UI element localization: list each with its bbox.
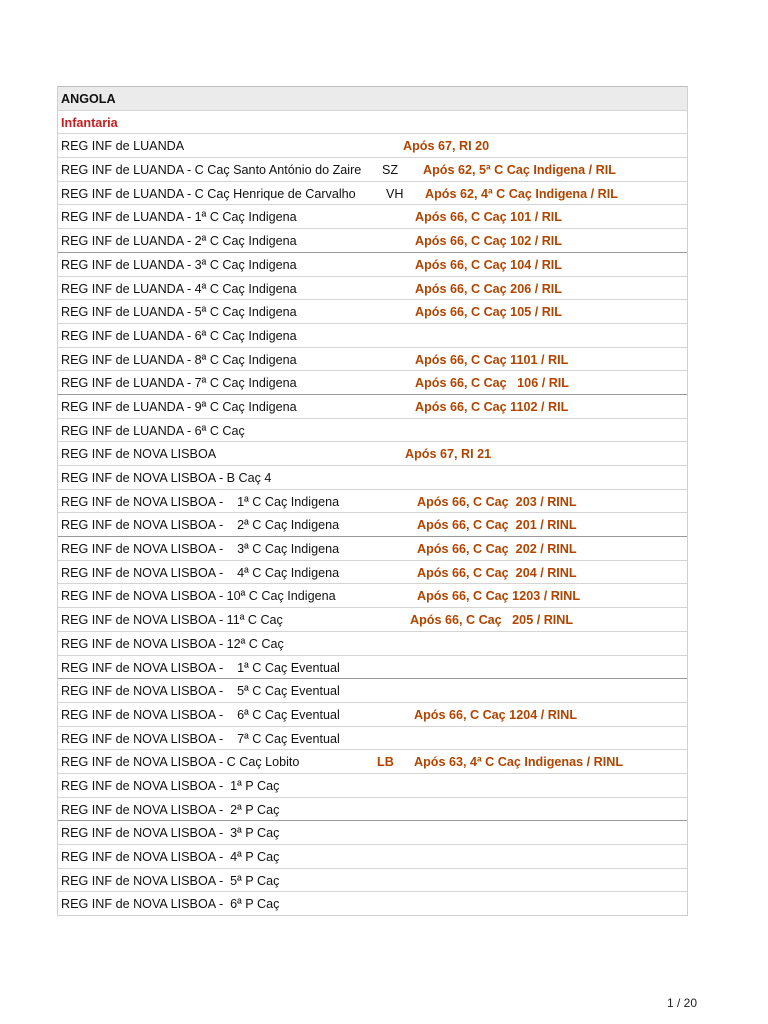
table-row bbox=[58, 773, 687, 797]
row-unit-code: SZ bbox=[382, 163, 399, 178]
table-row bbox=[58, 560, 687, 584]
row-unit-name: REG INF de NOVA LISBOA - B Caç 4 bbox=[61, 471, 272, 485]
row-unit-name: REG INF de NOVA LISBOA - 2ª C Caç Indigena bbox=[61, 518, 340, 533]
row-unit-name: REG INF de LUANDA - 3ª C Caç Indigena bbox=[61, 257, 297, 272]
row-unit-name: REG INF de NOVA LISBOA - 4ª P Caç bbox=[61, 850, 280, 864]
table-row bbox=[58, 228, 687, 252]
row-unit-name: REG INF de NOVA LISBOA - 2ª P Caç bbox=[61, 802, 280, 817]
row-unit-name: REG INF de NOVA LISBOA - 4ª C Caç Indigena bbox=[61, 565, 340, 580]
table-row bbox=[58, 204, 687, 228]
table-row bbox=[58, 489, 687, 513]
row-unit-name: REG INF de LUANDA - C Caç Santo António do Zaire bbox=[61, 163, 362, 178]
row-unit-note: Após 62, 4ª C Caç Indigena / RIL bbox=[425, 186, 618, 201]
row-unit-name: REG INF de LUANDA - 7ª C Caç Indigena bbox=[61, 376, 297, 391]
row-unit-name: REG INF de NOVA LISBOA bbox=[61, 447, 217, 462]
row-unit-name: REG INF de NOVA LISBOA - 1ª C Caç Indigena bbox=[61, 494, 340, 509]
row-unit-name: REG INF de NOVA LISBOA - 7ª C Caç Eventual bbox=[61, 731, 340, 746]
table-row bbox=[58, 820, 687, 844]
row-unit-code: VH bbox=[386, 186, 404, 201]
row-unit-note: Após 63, 4ª C Caç Indigenas / RINL bbox=[414, 755, 624, 770]
row-unit-name: REG INF de LUANDA - 2ª C Caç Indigena bbox=[61, 234, 297, 249]
table-row bbox=[58, 465, 687, 489]
row-unit-name: REG INF de LUANDA bbox=[61, 139, 185, 154]
table-header-row bbox=[58, 86, 687, 110]
table-row bbox=[58, 418, 687, 442]
row-unit-name: REG INF de NOVA LISBOA - 6ª C Caç Eventual bbox=[61, 707, 340, 722]
row-unit-note: Após 67, RI 21 bbox=[405, 447, 492, 462]
table-row bbox=[58, 678, 687, 702]
table-row bbox=[58, 797, 687, 821]
row-unit-note: Após 66, C Caç 204 / RINL bbox=[417, 565, 577, 580]
table-row bbox=[58, 394, 687, 418]
row-unit-note: Após 66, C Caç 201 / RINL bbox=[417, 518, 577, 533]
table-row bbox=[58, 631, 687, 655]
table-row bbox=[58, 157, 687, 181]
row-unit-note: Após 66, C Caç 1204 / RINL bbox=[414, 707, 578, 722]
row-unit-note: Após 66, C Caç 1102 / RIL bbox=[415, 399, 569, 414]
table-row bbox=[58, 299, 687, 323]
row-unit-name: REG INF de LUANDA - 8ª C Caç Indigena bbox=[61, 352, 297, 367]
table-row bbox=[58, 749, 687, 773]
table-row bbox=[58, 370, 687, 394]
row-unit-note: Após 66, C Caç 1101 / RIL bbox=[415, 352, 569, 367]
row-unit-name: REG INF de LUANDA - 5ª C Caç Indigena bbox=[61, 305, 297, 320]
table-row bbox=[58, 844, 687, 868]
table-row bbox=[58, 323, 687, 347]
table-row bbox=[58, 536, 687, 560]
page-indicator: 1 / 20 bbox=[666, 996, 697, 1010]
row-unit-note: Após 67, RI 20 bbox=[403, 139, 490, 154]
table-row bbox=[58, 276, 687, 300]
table-row bbox=[58, 891, 687, 915]
row-unit-name: REG INF de NOVA LISBOA - 3ª P Caç bbox=[61, 826, 280, 841]
row-unit-code: LB bbox=[377, 755, 394, 770]
row-unit-name: REG INF de NOVA LISBOA - 10ª C Caç Indigena bbox=[61, 589, 336, 604]
table-row bbox=[58, 512, 687, 536]
row-unit-note: Após 66, C Caç 203 / RINL bbox=[417, 494, 577, 509]
table-row bbox=[58, 702, 687, 726]
row-unit-name: REG INF de NOVA LISBOA - 11ª C Caç bbox=[61, 613, 283, 628]
row-unit-name: REG INF de NOVA LISBOA - 1ª P Caç bbox=[61, 778, 280, 793]
row-unit-note: Após 66, C Caç 206 / RIL bbox=[415, 281, 562, 296]
table-row bbox=[58, 347, 687, 371]
table-row bbox=[58, 181, 687, 205]
row-unit-name: REG INF de LUANDA - 1ª C Caç Indigena bbox=[61, 210, 297, 225]
row-unit-note: Após 66, C Caç 205 / RINL bbox=[410, 613, 574, 628]
row-unit-name: REG INF de LUANDA - C Caç Henrique de Carvalho bbox=[61, 186, 356, 201]
row-unit-name: REG INF de NOVA LISBOA - 12ª C Caç bbox=[61, 636, 284, 651]
section-row bbox=[58, 110, 687, 134]
table-row bbox=[58, 583, 687, 607]
row-unit-name: REG INF de NOVA LISBOA - 5ª C Caç Eventual bbox=[61, 684, 340, 699]
row-unit-name: REG INF de NOVA LISBOA - 6ª P Caç bbox=[61, 897, 280, 912]
row-unit-name: REG INF de LUANDA - 4ª C Caç Indigena bbox=[61, 281, 297, 296]
table-row bbox=[58, 133, 687, 157]
table-row bbox=[58, 655, 687, 679]
row-unit-name: REG INF de LUANDA - 6ª C Caç Indigena bbox=[61, 328, 297, 343]
row-unit-note: Após 66, C Caç 105 / RIL bbox=[415, 305, 562, 320]
regiment-table bbox=[57, 86, 688, 916]
table-row bbox=[58, 607, 687, 631]
table-row bbox=[58, 726, 687, 750]
row-unit-name: REG INF de NOVA LISBOA - 3ª C Caç Indigena bbox=[61, 542, 340, 557]
header-angola: ANGOLA bbox=[61, 92, 116, 106]
table-row bbox=[58, 868, 687, 892]
row-unit-name: REG INF de NOVA LISBOA - C Caç Lobito bbox=[61, 755, 300, 770]
row-unit-name: REG INF de LUANDA - 9ª C Caç Indigena bbox=[61, 399, 297, 414]
row-unit-note: Após 66, C Caç 106 / RIL bbox=[415, 376, 569, 391]
row-unit-note: Após 66, C Caç 104 / RIL bbox=[415, 257, 562, 272]
row-unit-note: Após 62, 5ª C Caç Indigena / RIL bbox=[423, 163, 616, 178]
section-infantaria: Infantaria bbox=[61, 115, 118, 130]
table-row bbox=[58, 441, 687, 465]
row-unit-note: Após 66, C Caç 102 / RIL bbox=[415, 234, 562, 249]
table-body bbox=[58, 133, 687, 915]
row-unit-name: REG INF de NOVA LISBOA - 5ª P Caç bbox=[61, 873, 280, 888]
row-unit-note: Após 66, C Caç 1203 / RINL bbox=[417, 589, 581, 604]
row-unit-name: REG INF de LUANDA - 6ª C Caç bbox=[61, 423, 245, 438]
table-row bbox=[58, 252, 687, 276]
row-unit-name: REG INF de NOVA LISBOA - 1ª C Caç Eventual bbox=[61, 660, 340, 675]
row-unit-note: Após 66, C Caç 101 / RIL bbox=[415, 210, 562, 225]
row-unit-note: Após 66, C Caç 202 / RINL bbox=[417, 542, 577, 557]
